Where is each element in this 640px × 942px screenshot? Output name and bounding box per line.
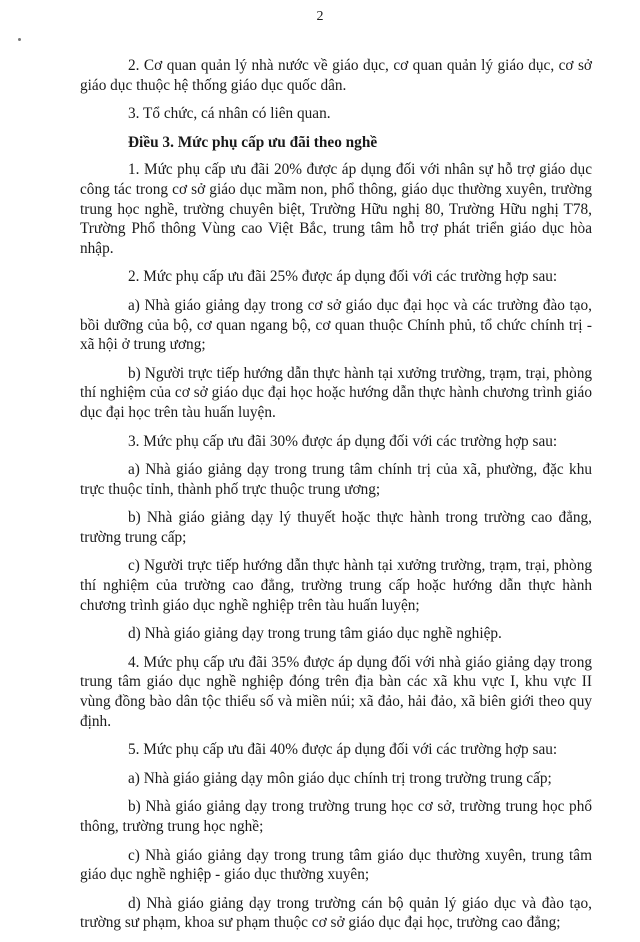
paragraph-13: 4. Mức phụ cấp ưu đãi 35% được áp dụng đối với nhà giáo giảng dạy trong trung tâm giáo dục nghề nghiệp đóng trên địa bàn các xã khu vực I, khu vực II vùng đồng bào dân tộc thiểu số và miền núi; xã đảo, hải đảo, xã biên giới theo quy định. <box>80 653 592 730</box>
paragraph-9: a) Nhà giáo giảng dạy trong trung tâm chính trị của xã, phường, đặc khu trực thuộc tỉnh, thành phố trực thuộc trung ương; <box>80 461 592 498</box>
paragraph-18: d) Nhà giáo giảng dạy trong trường cán bộ quản lý giáo dục và đào tạo, trường sư phạm, khoa sư phạm thuộc cơ sở giáo dục đại học, trường cao đẳng; <box>80 894 592 932</box>
document-body <box>80 56 592 942</box>
paragraph-8: 3. Mức phụ cấp ưu đãi 30% được áp dụng đối với các trường hợp sau: <box>128 432 558 450</box>
paragraph-16: b) Nhà giáo giảng dạy trong trường trung học cơ sở, trường trung học phổ thông, trường trung học nghề; <box>80 798 592 835</box>
paragraph-6: a) Nhà giáo giảng dạy trong cơ sở giáo dục đại học và các trường đào tạo, bồi dưỡng của bộ, cơ quan ngang bộ, cơ quan thuộc Chính phủ, tổ chức chính trị - xã hội ở trung ương; <box>80 296 592 354</box>
article-heading: Điều 3. Mức phụ cấp ưu đãi theo nghề <box>128 133 378 151</box>
paragraph-7: b) Người trực tiếp hướng dẫn thực hành tại xưởng trường, trạm, trại, phòng thí nghiệm của cơ sở giáo dục đại học hoặc hướng dẫn thực hành chương trình giáo dục đại học trên tàu huấn luyện. <box>80 364 592 421</box>
paragraph-10: b) Nhà giáo giảng dạy lý thuyết hoặc thực hành trong trường cao đẳng, trường trung cấp; <box>80 509 592 546</box>
paragraph-12: d) Nhà giáo giảng dạy trong trung tâm giáo dục nghề nghiệp. <box>128 625 502 643</box>
page-number: 2 <box>316 9 324 24</box>
scan-mark <box>18 38 21 41</box>
paragraph-14: 5. Mức phụ cấp ưu đãi 40% được áp dụng đối với các trường hợp sau: <box>128 741 558 759</box>
paragraph-11: c) Người trực tiếp hướng dẫn thực hành tại xưởng trường, trạm, trại, phòng thí nghiệm của trường cao đẳng, trường trung cấp hoặc hướng dẫn thực hành chương trình giáo dục nghề nghiệp trên tàu huấn luyện; <box>80 557 592 614</box>
paragraph-1: 2. Cơ quan quản lý nhà nước về giáo dục, cơ quan quản lý giáo dục, cơ sở giáo dục thuộc hệ thống giáo dục quốc dân. <box>80 57 592 94</box>
paragraph-5: 2. Mức phụ cấp ưu đãi 25% được áp dụng đối với các trường hợp sau: <box>128 268 558 286</box>
paragraph-4: 1. Mức phụ cấp ưu đãi 20% được áp dụng đối với nhân sự hỗ trợ giáo dục công tác trong cơ sở giáo dục mầm non, phổ thông, giáo dục thường xuyên, trường trung học nghề, trường chuyên biệt, Trường Hữu nghị 80, Trường Hữu nghị T78, Trường Phổ thông Vùng cao Việt Bắc, trung tâm hỗ trợ phát triển giáo dục hòa nhập. <box>80 161 592 257</box>
paragraph-17: c) Nhà giáo giảng dạy trong trung tâm giáo dục thường xuyên, trung tâm giáo dục nghề nghiệp - giáo dục thường xuyên; <box>80 846 592 884</box>
paragraph-2: 3. Tổ chức, cá nhân có liên quan. <box>128 105 331 123</box>
paragraph-15: a) Nhà giáo giảng dạy môn giáo dục chính trị trong trường trung cấp; <box>128 769 552 787</box>
